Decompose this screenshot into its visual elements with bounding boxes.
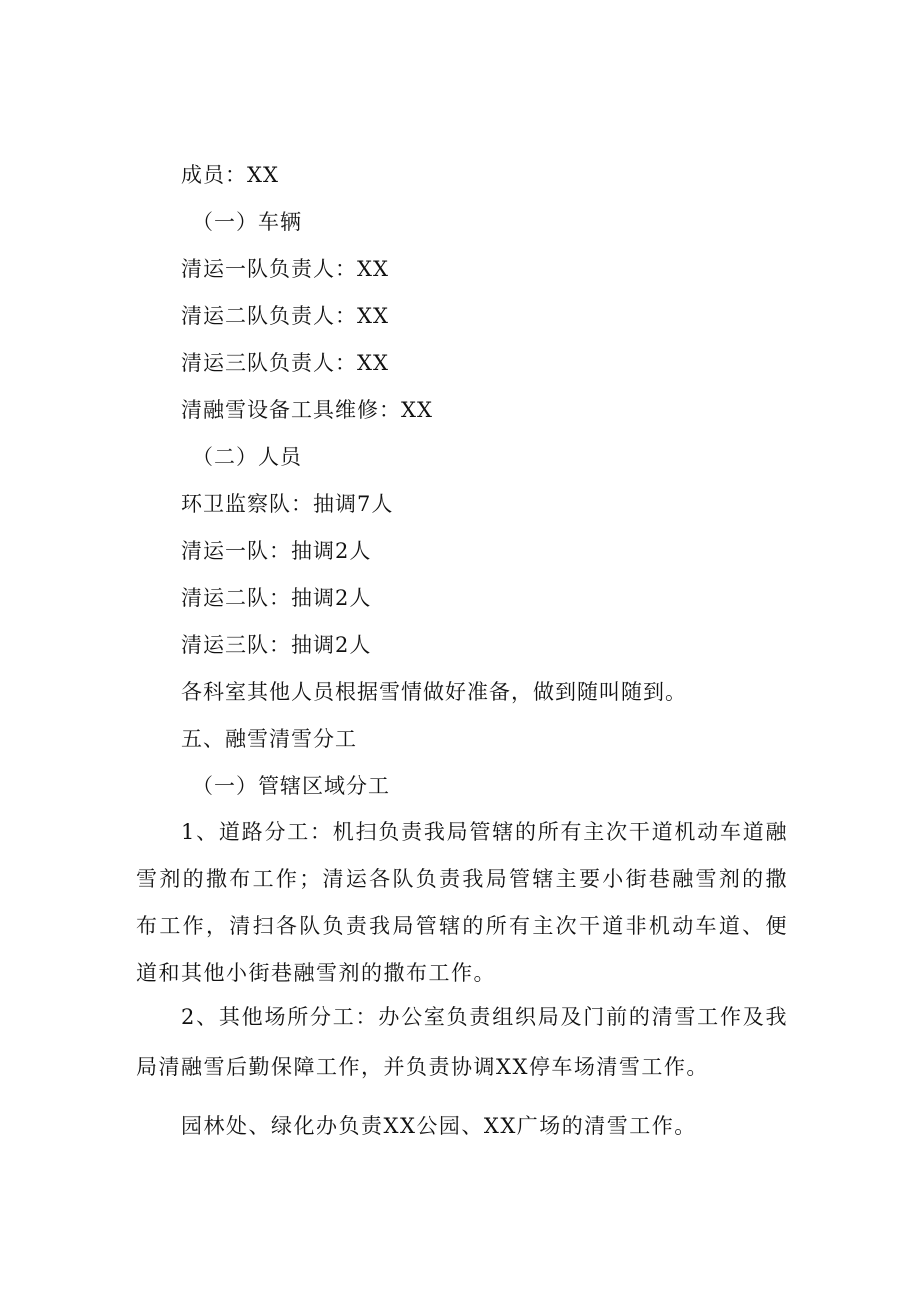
sanitation-inspection-line: 环卫监察队：抽调7人: [181, 492, 394, 516]
section-five-heading: 五、融雪清雪分工: [181, 727, 357, 751]
members-line: 成员：XX: [181, 163, 279, 187]
equipment-repair-line: 清融雪设备工具维修：XX: [181, 398, 433, 422]
team-three-leader-line: 清运三队负责人：XX: [181, 351, 389, 375]
team-one-leader-line: 清运一队负责人：XX: [181, 257, 389, 281]
team-two-leader-line: 清运二队负责人：XX: [181, 304, 389, 328]
area-division-heading: （一）管辖区域分工: [192, 774, 390, 798]
team-one-staff-line: 清运一队：抽调2人: [181, 539, 372, 563]
road-division-paragraph: 1、道路分工：机扫负责我局管辖的所有主次干道机动车道融雪剂的撒布工作；清运各队负责我局管辖主要小街巷融雪剂的撒布工作，清扫各队负责我局管辖的所有主次干道非机动车道、便道和其他小街巷融雪剂的撒布工作。: [136, 820, 788, 985]
team-three-staff-line: 清运三队：抽调2人: [181, 633, 372, 657]
team-two-staff-line: 清运二队：抽调2人: [181, 586, 372, 610]
other-venues-paragraph: 2、其他场所分工：办公室负责组织局及门前的清雪工作及我局清融雪后勤保障工作，并负责协调XX停车场清雪工作。: [136, 1005, 788, 1079]
parks-paragraph: 园林处、绿化办负责XX公园、XX广场的清雪工作。: [181, 1114, 697, 1138]
section-vehicles-heading: （一）车辆: [192, 210, 302, 234]
other-staff-line: 各科室其他人员根据雪情做好准备，做到随叫随到。: [181, 680, 687, 704]
section-personnel-heading: （二）人员: [192, 445, 302, 469]
